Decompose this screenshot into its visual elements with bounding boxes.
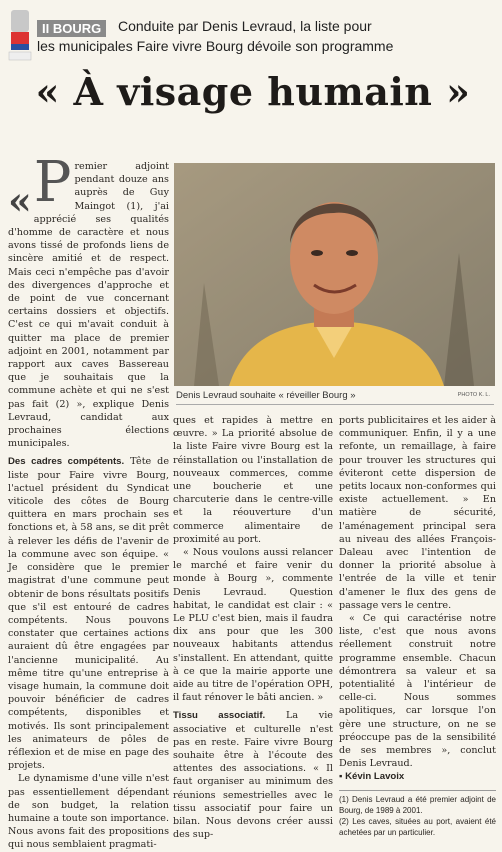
portrait-photo <box>174 163 495 386</box>
column-2 <box>173 414 333 842</box>
footnote-1: (1) Denis Levraud a été premier adjoint de Bourg, de 1989 à 2001. <box>339 794 496 815</box>
kicker-line-1: Conduite par Denis Levraud, la liste pour <box>118 18 372 34</box>
kicker-line-2: les municipales Faire vivre Bourg dévoile son programme <box>37 38 394 54</box>
byline-bullet: ▪ <box>339 771 346 783</box>
paragraph-6: La vie associative et culturelle n'est pas en reste. Faire vivre Bourg souhaite être à l'écoute des attentes des associations. « Il faut organiser au minimum des réunions semestrielles avec le tissu associatif pour faire un bilan. Nous devons créer aussi des sup- <box>173 710 333 841</box>
paragraph-2: Tête de liste pour Faire vivre Bourg, l'actuel président du Syndicat viticole des côtes de Bourg quittera en mars prochain ses fonctions et, à 58 ans, se dit prêt à relever les défis de l'avenir de la commune avec son équipe. « Je considère que le premier magistrat d'une commune peut obtenir de bons résultats positifs que s'il est entouré de cadres compétents. Nous pouvons constater que certaines actions auraient dû être engagées par l'ancienne municipalité. Au même titre qu'une entreprise à visage humain, la commune doit pouvoir bénéficier de cadres compétents, disponibles et motivés. Ils sont principalement les animateurs de pôles de réflexion et de mise en page des projets. <box>8 456 169 772</box>
footnotes <box>339 790 496 838</box>
paragraph-5: « Nous voulons aussi relancer le marché et faire venir du monde à Bourg », commente Denis Levraud. Question habitat, le candidat est clair : « Le PLU c'est bien, mais il faudra dix ans pour que les 300 nouveaux habitants attendus s'installent. En attendant, quitte à ce que la mairie apporte une aide au titre de l'opération OPH, il faut rénover le bâti ancien. » <box>173 547 333 704</box>
photo-caption <box>176 390 494 405</box>
opening-quote: « <box>8 178 32 223</box>
paragraph-7: ports publicitaires et les aider à communiquer. Enfin, il y a une refonte, un remaillage, à faire pour trouver les structures qui éviteront cette dispersion de petits locaux non-conformes qui existe actuellement. » En matière de sécurité, l'aménagement principal sera au niveau des allées François-Daleau avec l'intention de donner la priorité absolue à l'entrée de la ville et tenir d'amener le flux des gens de passage vers le centre. <box>339 415 496 611</box>
drop-cap: P <box>33 150 72 215</box>
paragraph-8: « Ce qui caractérise notre liste, c'est que nous avons réellement construit notre programme ensemble. Chacun démontrera sa valeur et sa potentialité à l'intérieur de celle-ci. Nous sommes apolitiques, car lorsque l'on gère une structure, on ne se préoccupe pas de la sensibilité de ses membres », conclut Denis Levraud. <box>339 613 496 770</box>
bourg-crest-icon <box>8 8 32 62</box>
paragraph-4: ques et rapides à mettre en œuvre. » La priorité absolue de la liste Faire vivre Bourg est la réinstallation ou l'installation de nouveaux commerces, comme une boucherie et une charcuterie dans le centre-ville et la réouverture d'un commerce alimentaire de proximité au port. <box>173 415 333 545</box>
footnote-2: (2) Les caves, situées au port, avaient été achetées par un particulier. <box>339 816 496 837</box>
column-1 <box>8 150 169 852</box>
paragraph-1: remier adjoint pendant douze ans auprès de Guy Maingot (1), j'ai apprécié ses qualités d'homme de caractère et nous avons tissé de profonds liens de sincère amitié et de respect. Mais ceci n'empêche pas d'avoir des divergences d'approche et de point de vue concernant certains dossiers et objectifs. C'est ce qui m'avait conduit à quitter ma place de premier adjoint en 2001, notamment par rapport aux caves Bassereau que je souhaitais que la commune achète et qui ne s'est pas fait (2) », explique Denis Levraud, candidat aux prochaines élections municipales. <box>8 161 169 450</box>
section-tag: II BOURG <box>37 20 106 37</box>
caption-text: Denis Levraud souhaite « réveiller Bourg » <box>176 390 356 401</box>
photo-credit: PHOTO K. L. <box>457 392 490 398</box>
subhead-cadres: Des cadres compétents. <box>8 456 125 468</box>
headline: « À visage humain » <box>35 69 471 114</box>
column-3 <box>339 414 496 838</box>
byline: Kévin Lavoix <box>345 771 405 783</box>
paragraph-3: Le dynamisme d'une ville n'est pas essentiellement dépendant de son budget, la relation humaine a toute son importance. Nous avons fait des propositions qui nous semblaient pragmati- <box>8 773 169 851</box>
subhead-tissu: Tissu associatif. <box>173 710 266 722</box>
